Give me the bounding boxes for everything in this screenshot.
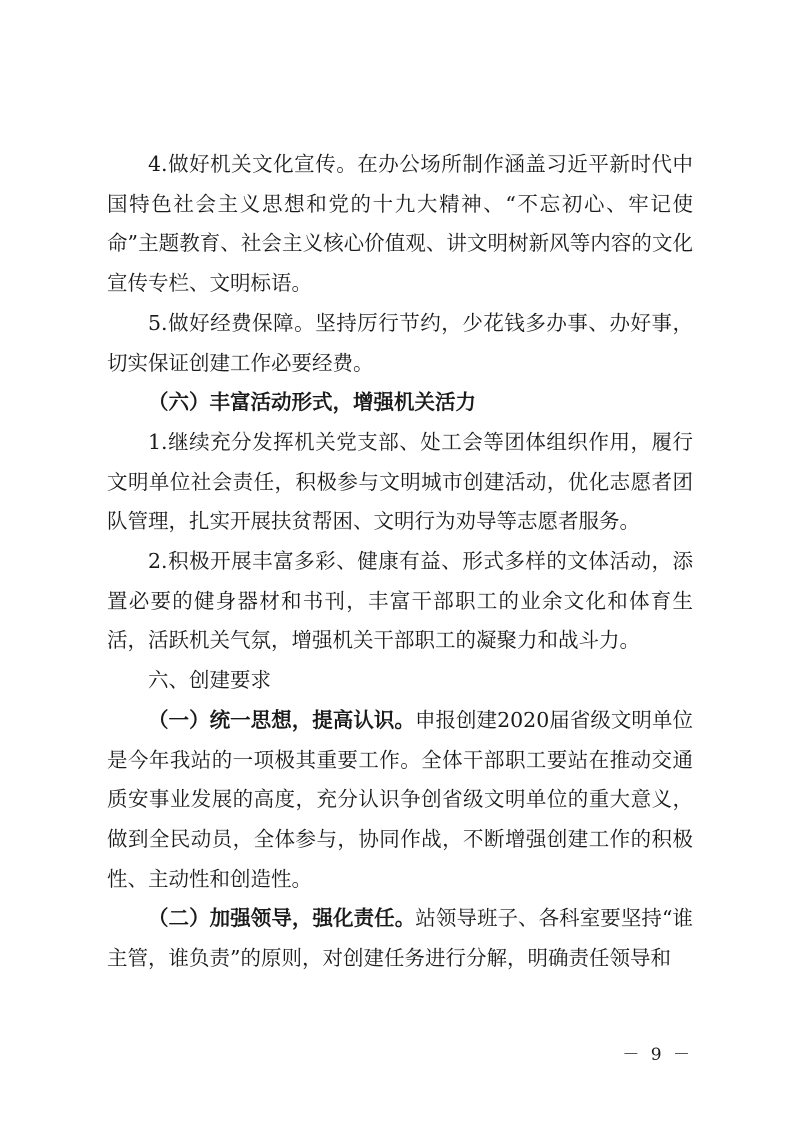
paragraph-lead: （一）统一思想，提高认识。: [148, 707, 415, 732]
paragraph-text: 站领导班子、各科室要坚持“谁主管，谁负责”的原则，对创建任务进行分解，明确责任领导和: [107, 906, 694, 971]
chapter-heading-text: 六、创建要求: [148, 668, 271, 693]
section-heading-6: [107, 383, 693, 423]
paragraph-5-funding: [107, 304, 693, 383]
paragraph-unify-thinking: [107, 701, 693, 900]
paragraph-text: 2.积极开展丰富多彩、健康有益、形式多样的文体活动，添置必要的健身器材和书刊，丰富干部职工的业余文化和体育生活，活跃机关气氛，增强机关干部职工的凝聚力和战斗力。: [107, 549, 693, 653]
paragraph-lead: （二）加强领导，强化责任。: [148, 906, 416, 931]
chapter-heading-requirements: [107, 661, 693, 701]
document-body: [107, 145, 693, 979]
paragraph-strengthen-leadership: [107, 899, 693, 978]
paragraph-text: 5.做好经费保障。坚持厉行节约，少花钱多办事、办好事，切实保证创建工作必要经费。: [107, 310, 693, 375]
paragraph-text: 1.继续充分发挥机关党支部、处工会等团体组织作用，履行文明单位社会责任，积极参与文明城市创建活动，优化志愿者团队管理，扎实开展扶贫帮困、文明行为劝导等志愿者服务。: [107, 429, 693, 534]
paragraph-2-activities: [107, 542, 693, 661]
paragraph-1-organizations: [107, 423, 693, 542]
paragraph-text: 4.做好机关文化宣传。在办公场所制作涵盖习近平新时代中国特色社会主义思想和党的十九大精神、“不忘初心、牢记使命”主题教育、社会主义核心价值观、讲文明树新风等内容的文化宣传专栏、文明标语。: [107, 152, 693, 296]
paragraph-4-culture-publicity: [107, 145, 693, 304]
section-heading-text: （六）丰富活动形式，增强机关活力: [148, 390, 476, 415]
page-number: － 9 －: [622, 1045, 693, 1065]
paragraph-text: 申报创建2020届省级文明单位是今年我站的一项极其重要工作。全体干部职工要站在推动交通质安事业发展的高度，充分认识争创省级文明单位的重大意义，做到全民动员，全体参与，协同作战，不断增强创建工作的积极性、主动性和创造性。: [107, 707, 694, 891]
